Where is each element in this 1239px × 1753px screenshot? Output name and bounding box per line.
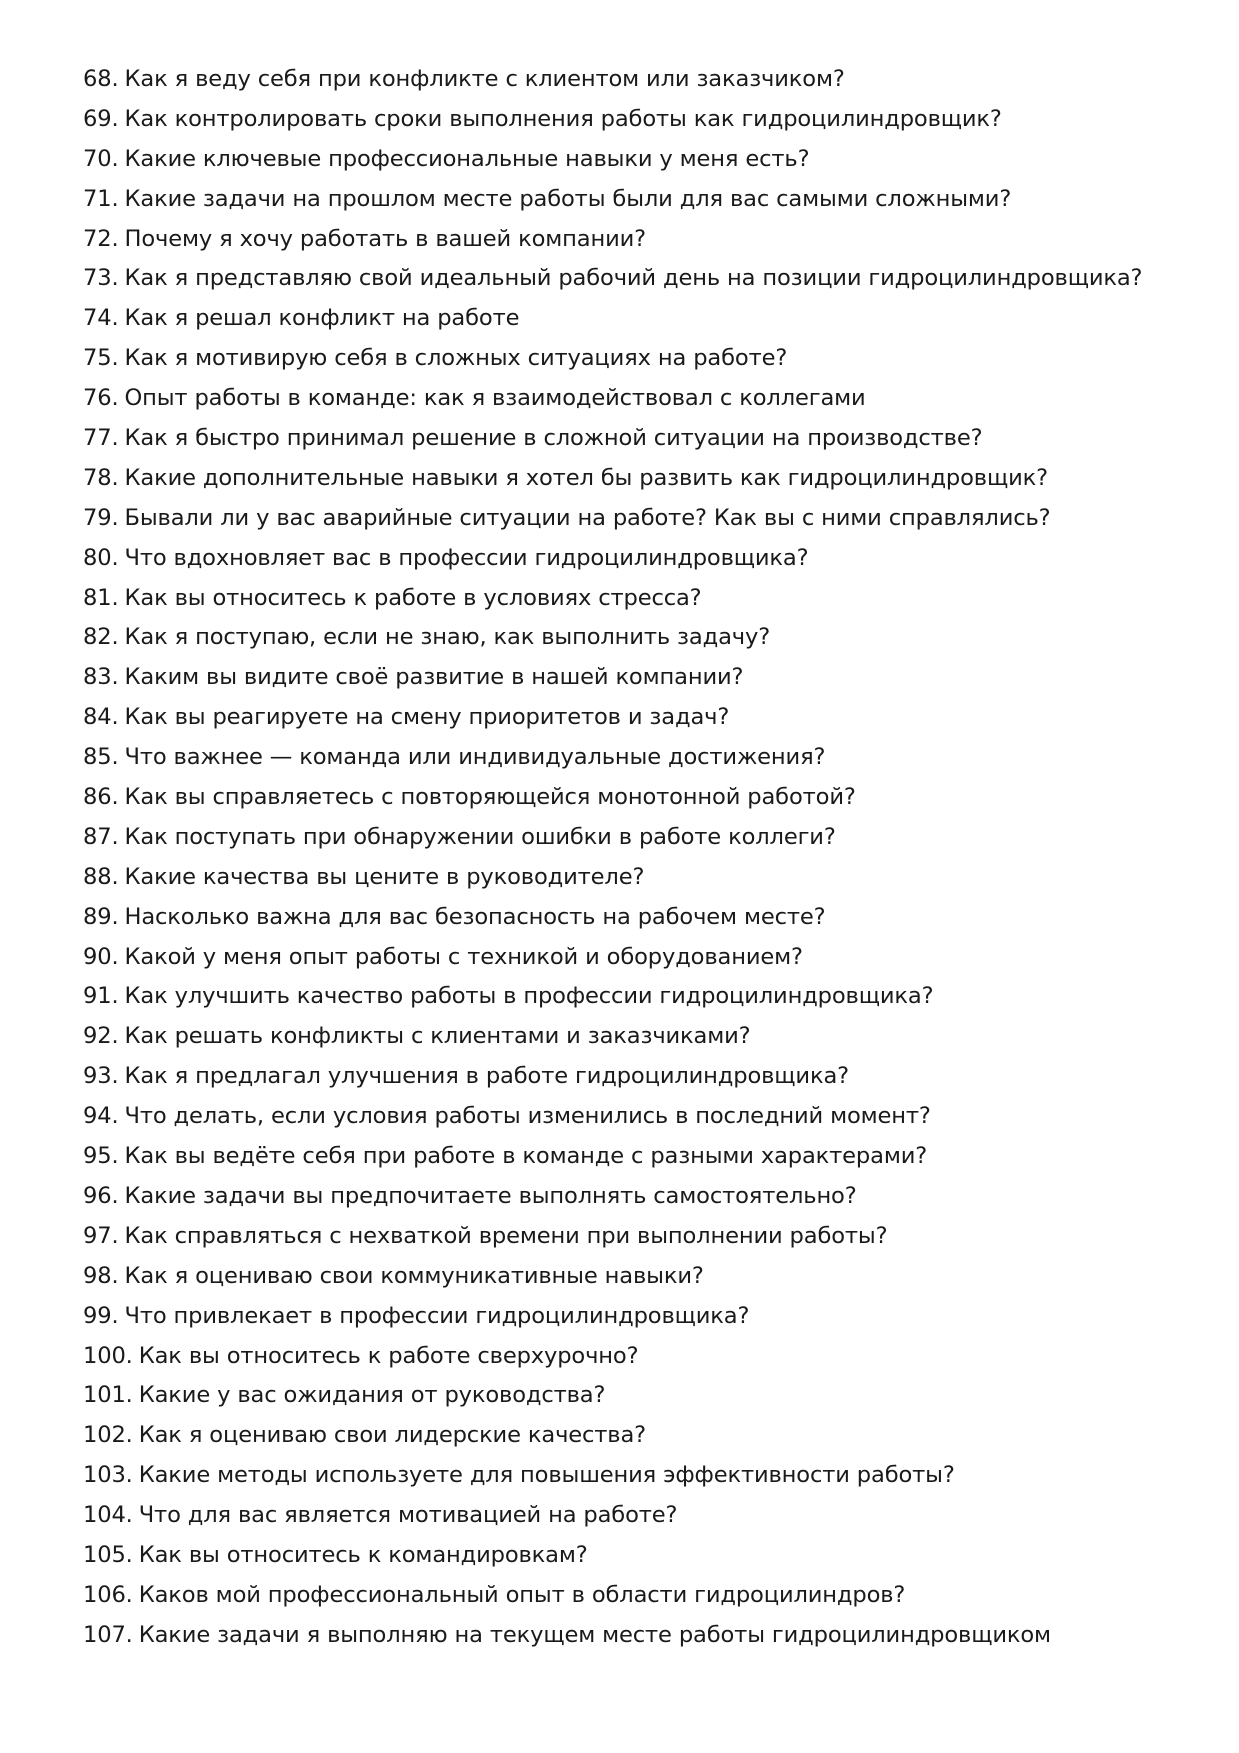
question-number: 74. [83, 305, 119, 332]
question-item [83, 898, 1142, 938]
question-number: 88. [83, 863, 119, 890]
question-number: 73. [83, 265, 119, 292]
question-item [83, 180, 1142, 220]
question-item [83, 858, 1142, 898]
question-number: 85. [83, 744, 119, 771]
question-item [83, 618, 1142, 658]
question-item [83, 977, 1142, 1017]
question-item [83, 1017, 1142, 1057]
question-item [83, 1297, 1142, 1337]
question-text: Как справляться с нехваткой времени при выполнении работы? [124, 1222, 888, 1249]
question-item [83, 379, 1142, 419]
question-number: 92. [83, 1023, 119, 1050]
question-text: Как поступать при обнаружении ошибки в работе коллеги? [124, 823, 836, 850]
question-text: Какие ключевые профессиональные навыки у меня есть? [124, 145, 810, 172]
question-text: Как вы реагируете на смену приоритетов и задач? [124, 704, 730, 731]
question-text: Какие дополнительные навыки я хотел бы развить как гидроцилиндровщик? [124, 464, 1048, 491]
question-number: 75. [83, 345, 119, 372]
question-text: Что привлекает в профессии гидроцилиндровщика? [124, 1302, 750, 1329]
question-item [83, 539, 1142, 579]
question-text: Какие качества вы цените в руководителе? [124, 863, 645, 890]
question-item [83, 339, 1142, 379]
question-item [83, 220, 1142, 260]
question-text: Как вы относитесь к работе в условиях стресса? [124, 584, 702, 611]
question-number: 76. [83, 385, 119, 412]
question-number: 87. [83, 823, 119, 850]
question-number: 97. [83, 1222, 119, 1249]
question-item [83, 738, 1142, 778]
question-text: Бывали ли у вас аварийные ситуации на работе? Как вы с ними справлялись? [124, 504, 1051, 531]
question-number: 81. [83, 584, 119, 611]
question-number: 93. [83, 1063, 119, 1090]
question-number: 82. [83, 624, 119, 651]
question-number: 84. [83, 704, 119, 731]
question-text: Какие задачи на прошлом месте работы были для вас самыми сложными? [124, 185, 1012, 212]
question-item [83, 100, 1142, 140]
question-number: 107. [83, 1621, 133, 1648]
question-text: Что важнее — команда или индивидуальные достижения? [124, 744, 826, 771]
question-text: Какие задачи вы предпочитаете выполнять самостоятельно? [124, 1182, 857, 1209]
question-text: Почему я хочу работать в вашей компании? [124, 225, 646, 252]
question-text: Как вы справляетесь с повторяющейся монотонной работой? [124, 784, 856, 811]
question-text: Каков мой профессиональный опыт в области гидроцилиндров? [138, 1581, 906, 1608]
question-item [83, 1097, 1142, 1137]
question-number: 70. [83, 145, 119, 172]
question-item [83, 1456, 1142, 1496]
question-item [83, 259, 1142, 299]
question-item [83, 778, 1142, 818]
question-number: 71. [83, 185, 119, 212]
question-number: 106. [83, 1581, 133, 1608]
question-text: Какие методы используете для повышения эффективности работы? [138, 1462, 955, 1489]
question-number: 90. [83, 943, 119, 970]
question-number: 98. [83, 1262, 119, 1289]
question-text: Какой у меня опыт работы с техникой и оборудованием? [124, 943, 803, 970]
question-item [83, 459, 1142, 499]
question-item [83, 1616, 1142, 1656]
question-text: Как я оцениваю свои коммуникативные навыки? [124, 1262, 704, 1289]
question-item [83, 1257, 1142, 1297]
question-item [83, 1137, 1142, 1177]
question-text: Как я оцениваю свои лидерские качества? [138, 1422, 647, 1449]
question-text: Опыт работы в команде: как я взаимодействовал с коллегами [124, 385, 866, 412]
question-item [83, 1376, 1142, 1416]
question-number: 102. [83, 1422, 133, 1449]
question-item [83, 1496, 1142, 1536]
question-item [83, 1057, 1142, 1097]
question-text: Как вы относитесь к работе сверхурочно? [138, 1342, 639, 1369]
question-text: Как улучшить качество работы в профессии гидроцилиндровщика? [124, 983, 934, 1010]
question-text: Как я быстро принимал решение в сложной ситуации на производстве? [124, 425, 983, 452]
question-text: Какие у вас ожидания от руководства? [138, 1382, 606, 1409]
question-item [83, 1337, 1142, 1377]
question-item [83, 818, 1142, 858]
question-item [83, 419, 1142, 459]
question-number: 86. [83, 784, 119, 811]
question-number: 80. [83, 544, 119, 571]
question-number: 95. [83, 1143, 119, 1170]
question-number: 78. [83, 464, 119, 491]
question-item [83, 938, 1142, 978]
question-text: Насколько важна для вас безопасность на рабочем месте? [124, 903, 826, 930]
question-list [83, 60, 1142, 1656]
question-number: 105. [83, 1541, 133, 1568]
question-number: 100. [83, 1342, 133, 1369]
question-item [83, 1536, 1142, 1576]
question-item [83, 499, 1142, 539]
question-item [83, 698, 1142, 738]
question-item [83, 299, 1142, 339]
question-number: 96. [83, 1182, 119, 1209]
question-item [83, 1177, 1142, 1217]
question-number: 72. [83, 225, 119, 252]
question-number: 94. [83, 1103, 119, 1130]
question-number: 104. [83, 1502, 133, 1529]
question-number: 89. [83, 903, 119, 930]
question-item [83, 579, 1142, 619]
question-text: Как вы ведёте себя при работе в команде с разными характерами? [124, 1143, 928, 1170]
question-number: 68. [83, 66, 119, 92]
question-text: Как решать конфликты с клиентами и заказчиками? [124, 1023, 751, 1050]
question-number: 69. [83, 105, 119, 132]
question-text: Каким вы видите своё развитие в нашей компании? [124, 664, 744, 691]
question-text: Как я решал конфликт на работе [124, 305, 520, 332]
question-text: Что для вас является мотивацией на работе? [138, 1502, 678, 1529]
question-text: Как я представляю свой идеальный рабочий день на позиции гидроцилиндровщика? [124, 265, 1143, 292]
question-text: Как вы относитесь к командировкам? [138, 1541, 588, 1568]
question-number: 83. [83, 664, 119, 691]
question-item [83, 658, 1142, 698]
question-number: 101. [83, 1382, 133, 1409]
question-text: Как я мотивирую себя в сложных ситуациях на работе? [124, 345, 788, 372]
question-number: 79. [83, 504, 119, 531]
question-item [83, 1576, 1142, 1616]
question-text: Что вдохновляет вас в профессии гидроцилиндровщика? [124, 544, 809, 571]
question-item [83, 140, 1142, 180]
question-item [83, 1416, 1142, 1456]
question-number: 99. [83, 1302, 119, 1329]
question-number: 91. [83, 983, 119, 1010]
question-text: Как я предлагал улучшения в работе гидроцилиндровщика? [124, 1063, 850, 1090]
question-text: Как я веду себя при конфликте с клиентом или заказчиком? [124, 66, 845, 92]
question-text: Какие задачи я выполняю на текущем месте работы гидроцилиндровщиком [138, 1621, 1051, 1648]
question-text: Что делать, если условия работы изменились в последний момент? [124, 1103, 931, 1130]
question-text: Как я поступаю, если не знаю, как выполнить задачу? [124, 624, 771, 651]
question-item [83, 60, 1142, 100]
question-number: 103. [83, 1462, 133, 1489]
question-number: 77. [83, 425, 119, 452]
question-item [83, 1217, 1142, 1257]
question-text: Как контролировать сроки выполнения работы как гидроцилиндровщик? [124, 105, 1002, 132]
